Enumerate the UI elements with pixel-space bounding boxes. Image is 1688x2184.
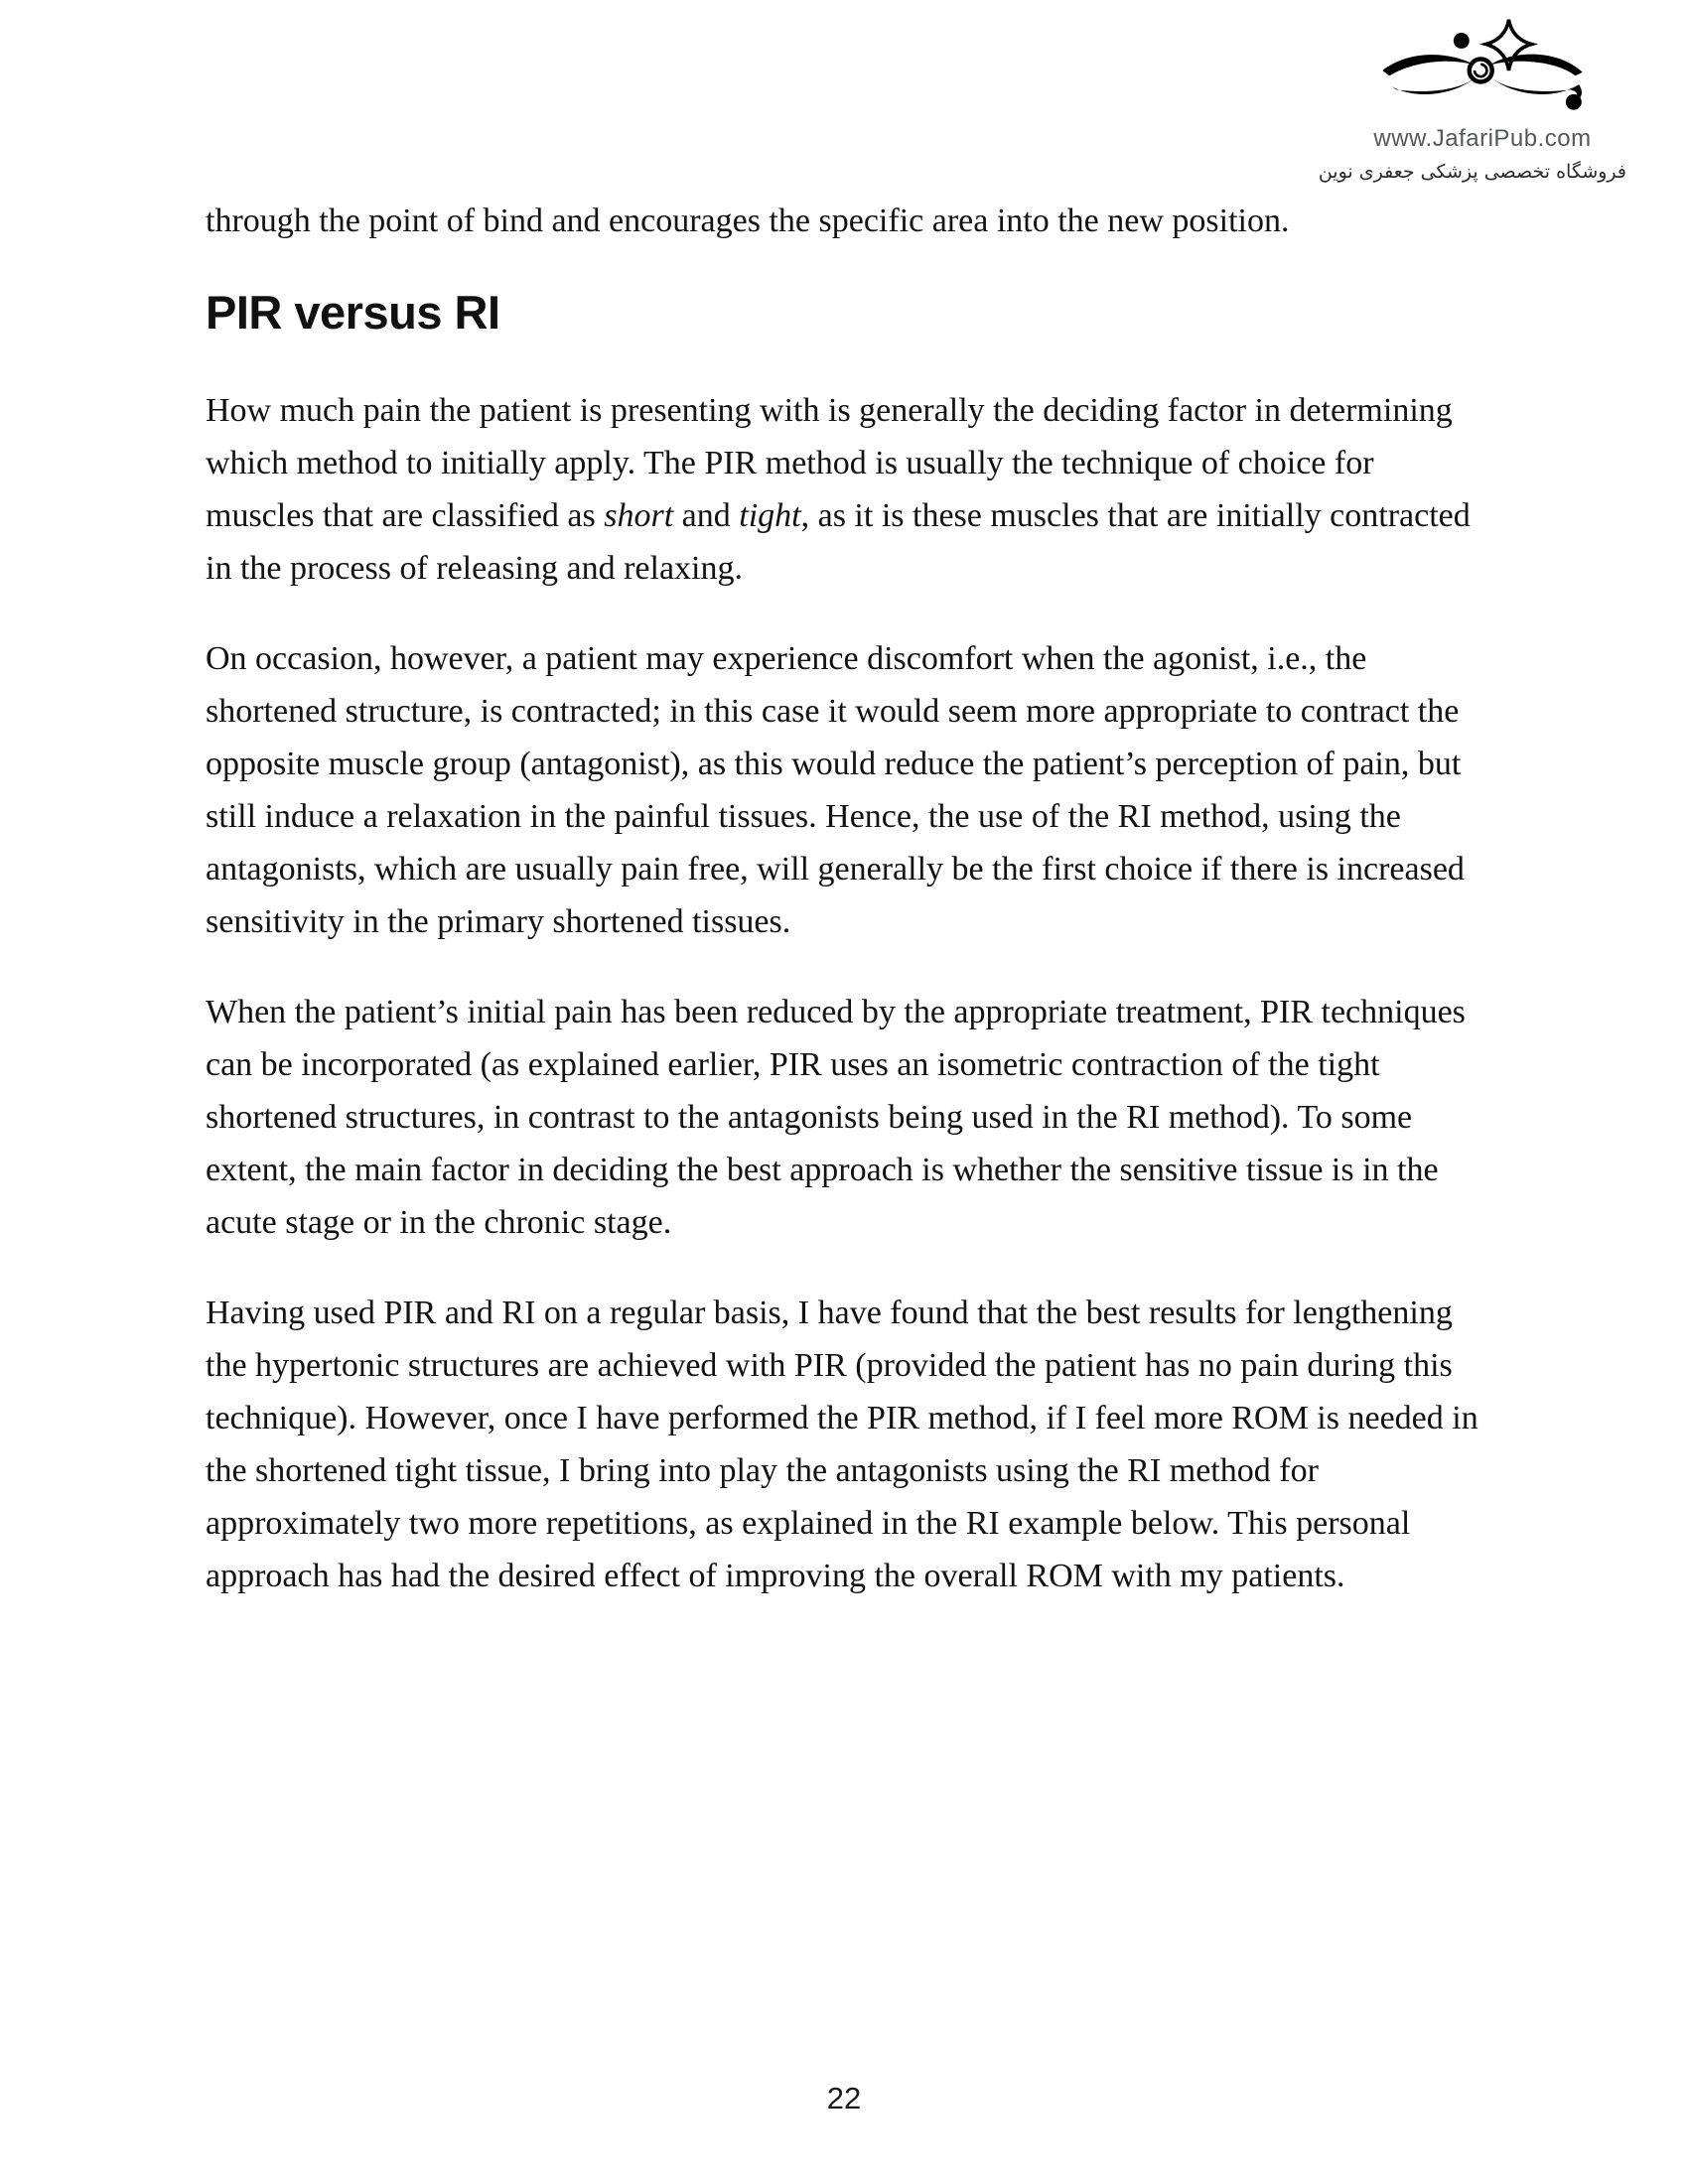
paragraph: Having used PIR and RI on a regular basis, I have found that the best results for lengthening the hypertonic structures are achieved with PIR (provided the patient has no pain during this technique). However, once I have performed the PIR method, if I feel more ROM is needed in the shortened tight tissue, I bring into play the antagonists using the RI method for approximately two more repetitions, as explained in the RI example below. This personal approach has had the desired effect of improving the overall ROM with my patients. [206,1295,1478,1594]
jafaripub-calligraphy-logo-icon [1360,18,1605,123]
paragraph: When the patient’s initial pain has been reduced by the appropriate treatment, PIR techniques can be incorporated (as explained earlier, PIR uses an isometric contraction of the tight shortened structures, in contrast to the antagonists being used in the RI method). To some extent, the main factor in deciding the best approach is whether the sensitive tissue is in the acute stage or in the chronic stage. [206,994,1466,1241]
publisher-persian-caption: فروشگاه تخصصی پزشکی جعفری نوین [1318,161,1626,183]
paragraph: On occasion, however, a patient may experience discomfort when the agonist, i.e., the shortened structure, is contracted; in this case it would seem more appropriate to contract the opposite muscle group (antagonist), as this would reduce the patient’s perception of pain, but still induce a relaxation in the painful tissues. Hence, the use of the RI method, using the antagonists, which are usually pain free, will generally be the first choice if there is increased sensitivity in the primary shortened tissues. [206,640,1465,940]
body-text-column [206,195,1488,1640]
paragraph: How much pain the patient is presenting with is generally the deciding factor in determining which method to initially apply. The PIR method is usually the technique of choice for muscles that are classified as short and tight, as it is these muscles that are initially contracted in the process of releasing and relaxing. [206,392,1471,587]
publisher-url-text: www.JafariPub.com [1373,125,1592,152]
section-heading: PIR versus RI [206,286,500,339]
paragraph: through the point of bind and encourages the specific area into the new position. [206,203,1290,239]
page-number: 22 [826,2081,862,2116]
publisher-logo-block [1318,18,1626,183]
